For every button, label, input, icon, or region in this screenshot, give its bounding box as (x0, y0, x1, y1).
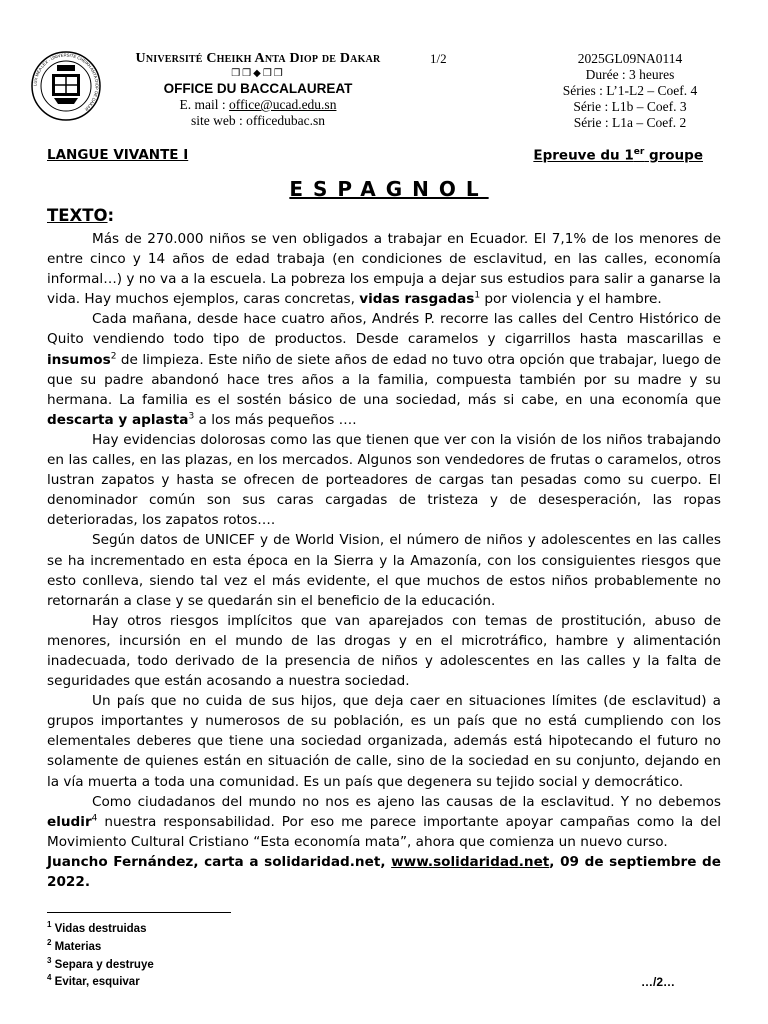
p2-text-a: Cada mañana, desde hace cuatro años, Andrés P. recorre las calles del Centro Histórico de Quito vendiendo todo tipo de productos. Desde caramelos y cigarrillos hasta mascarillas e (47, 311, 721, 348)
website-line (108, 113, 408, 129)
footnote-text: Evitar, esquivar (51, 976, 140, 989)
p1-bold: vidas rasgadas (359, 291, 475, 308)
p7-text-a: Como ciudadanos del mundo no nos es ajeno las causas de la esclavitud. Y no debemos (92, 793, 721, 810)
p2-bold-1: insumos (47, 351, 111, 368)
ornament: ❒❒◆❒❒ (231, 68, 285, 79)
series-line-1: Séries : L’1-L2 – Coef. 4 (562, 83, 698, 98)
source-link[interactable]: www.solidaridad.net (391, 853, 550, 870)
series-line-2: Série : L1b – Coef. 3 (573, 99, 687, 114)
university-name: Université Cheikh Anta Diop de Dakar (135, 51, 381, 66)
p2-text-b: de limpieza. Este niño de siete años de edad no tuvo otra opción que trabajar, luego de que su padre abandonó hace tres años a la familia, compuesta también por su madre y su hermana. La familia es el sostén básico de una sociedad, más si cabe, en una economía que (47, 351, 721, 408)
footnote-num: 2 (47, 937, 52, 947)
university-seal-icon (30, 50, 102, 122)
epreuve-suffix: groupe (644, 147, 703, 164)
footnotes (47, 918, 154, 989)
text-label-colon: : (107, 206, 115, 225)
footnote-num: 3 (47, 955, 52, 965)
footnote-ref-4: 4 (91, 813, 98, 824)
footnote-num: 4 (47, 973, 52, 983)
paragraph-6: Un país que no cuida de sus hijos, que deja caer en situaciones límites (de esclavitud) a grupos importantes y numerosos de su población, es un país que no está cumpliendo con los elementales deberes que tiene una sociedad organizada, además está hipotecando el futuro no solamente de quienes están en situación de calle, sino de la sociedad en su conjunto, dejando en la vía muerta a toda una comunidad. Es un país que degenera su tejido social y democrático. (47, 693, 721, 790)
footnote-4 (47, 971, 154, 989)
paragraph-1 (47, 229, 721, 309)
p1-text-a: Más de 270.000 niños se ven obligados a trabajar en Ecuador. El 7,1% de los menores de entre cinco y 14 años de edad trabaja (en condiciones de esclavitud, en las calles, economía informal…) y no va a la escuela. La pobreza los empuja a dejar sus estudios para salir a ganarse la vida. Hay muchos ejemplos, caras concretas, (47, 231, 721, 308)
seal-ring-text: LUX MEA LEX · UNIVERSITÉ CHEIKH ANTA DIOP DE DAKAR (32, 52, 100, 113)
source-text-b: , 09 de septiembre de 2022. (47, 853, 721, 890)
main-text (47, 229, 721, 892)
paragraph-2 (47, 309, 721, 430)
p1-text-b: por violencia y el hambre. (480, 291, 662, 308)
epreuve-label (520, 147, 703, 164)
text-label-word: TEXTO (47, 206, 108, 225)
email-label: E. mail : (179, 97, 230, 112)
page-title: ESPAGNOL (289, 177, 489, 201)
office-name: OFFICE DU BACCALAUREAT (163, 81, 353, 96)
epreuve-sup: er (633, 147, 645, 157)
footnote-1 (47, 918, 154, 936)
source-citation (47, 852, 721, 892)
series-line-3: Série : L1a – Coef. 2 (573, 115, 687, 130)
footnote-3 (47, 954, 154, 972)
epreuve-prefix: Epreuve du 1 (533, 147, 634, 164)
paragraph-4: Según datos de UNICEF y de World Vision, el número de niños y adolescentes en las calles se ha incrementado en esta época en la Sierra y la Amazonía, con los consiguientes riesgos que esto conlleva, siendo tal vez el más evidente, el que muchos de estos niños probablemente no retornarán a clase y se quedarán sin el beneficio de la educación. (47, 532, 721, 609)
footnote-num: 1 (47, 920, 52, 929)
footnote-text: Vidas destruidas (51, 922, 147, 935)
continuation-marker: …/2… (641, 975, 676, 989)
footnote-text: Separa y destruye (51, 958, 154, 971)
p2-bold-2: descarta y aplasta (47, 411, 189, 428)
paragraph-3: Hay evidencias dolorosas como las que tienen que ver con la visión de los niños trabajando en las calles, en las plazas, en los mercados. Algunos son vendedores de frutas o caramelos, otros lustran zapatos y hasta se ofrecen de porteadores de cargas tan pesadas como su cuerpo. El denominador común son sus caras cargadas de tristeza y de desesperación, las ropas deterioradas, los zapatos rotos…. (47, 431, 721, 529)
exam-info (530, 51, 730, 131)
text-label (47, 206, 114, 225)
p7-text-b: nuestra responsabilidad. Por eso me parece importante apoyar campañas como la del Movimiento Cultural Cristiano “Esta economía mata”, ahora que comienza un nuevo curso. (47, 813, 721, 850)
footnote-text: Materias (51, 940, 102, 953)
footnote-divider (47, 912, 231, 913)
footnote-ref-3: 3 (188, 411, 195, 422)
website-label: site web : (191, 113, 247, 128)
paragraph-5: Hay otros riesgos implícitos que van aparejados con temas de prostitución, abuso de menores, incursión en el mundo de las drogas y en el microtráfico, hambre y alimentación inadecuada, todo derivado de la presencia de niños y adolescentes en las calles y la falta de seguridades que están acosando a nuestra sociedad. (47, 612, 721, 690)
exam-duration: Durée : 3 heures (585, 67, 675, 82)
email-line (108, 97, 408, 113)
footnote-2 (47, 936, 154, 954)
footnote-ref-2: 2 (110, 351, 117, 362)
footnote-ref-1: 1 (474, 290, 481, 301)
p2-text-c: a los más pequeños …. (194, 411, 357, 428)
subject-level: LANGUE VIVANTE I (47, 147, 189, 163)
email-link[interactable]: office@ucad.edu.sn (229, 97, 337, 112)
website-value: officedubac.sn (246, 113, 325, 128)
institution-header (108, 51, 408, 129)
p7-bold: eludir (47, 813, 92, 830)
page-number: 1/2 (430, 51, 447, 66)
source-text-a: Juancho Fernández, carta a solidaridad.net, (47, 853, 392, 870)
exam-code: 2025GL09NA0114 (577, 51, 683, 66)
paragraph-7 (47, 792, 721, 852)
